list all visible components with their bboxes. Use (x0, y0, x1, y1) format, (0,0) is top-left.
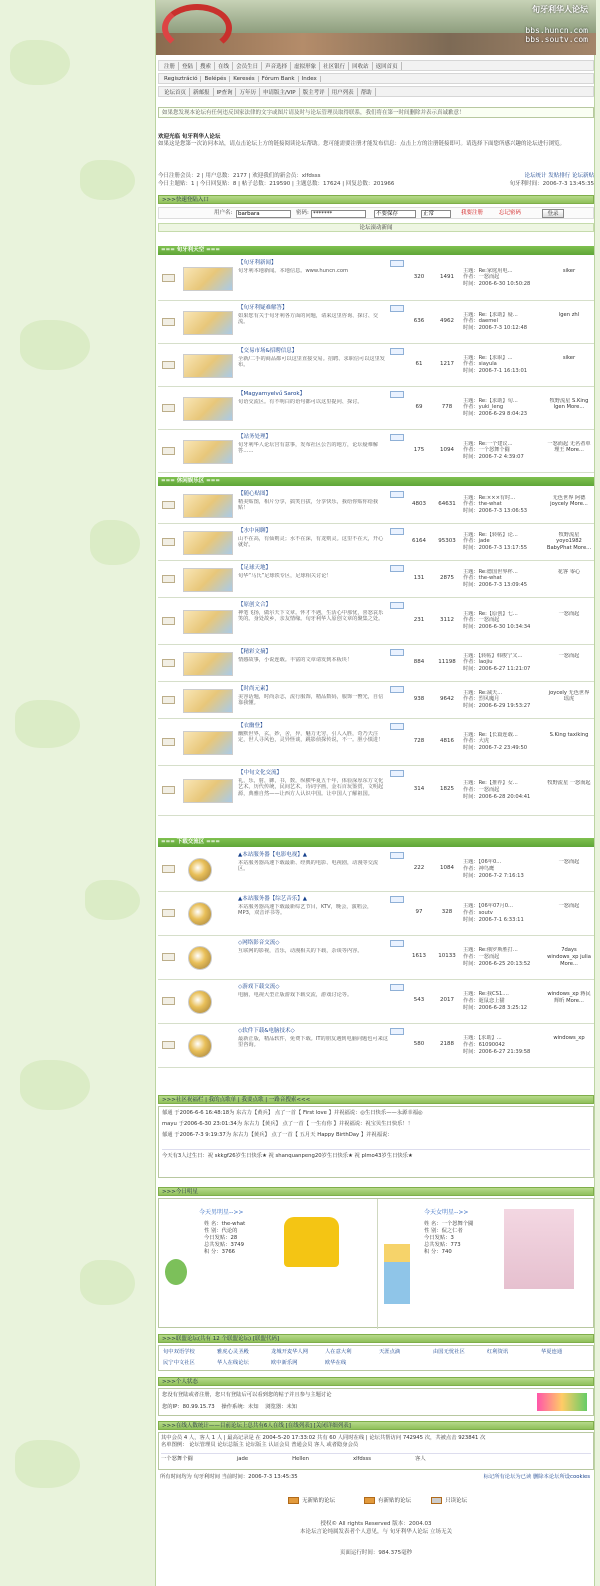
forum-image-icon (188, 902, 212, 926)
topics-count: 4803 (412, 500, 426, 507)
partner-link[interactable]: 民宁中文社区 (163, 1360, 195, 1366)
password-input[interactable]: ******* (311, 210, 366, 218)
posts-count: 1491 (440, 273, 454, 280)
forum-title[interactable]: 【原创文合】 (238, 602, 272, 608)
forum-image-icon (188, 858, 212, 882)
posts-count: 4962 (440, 317, 454, 324)
topics-count: 61 (415, 360, 423, 367)
forum-desc: 电脑，电视大型正版游戏下载交流，游戏讨论等。 (238, 992, 353, 998)
forum-row[interactable] (158, 766, 594, 816)
mark-read-link[interactable]: 标记所有论坛为已读 删除本论坛所设cookies (483, 1474, 590, 1480)
forum-row[interactable] (158, 719, 594, 766)
last-post[interactable]: 主题：【求助】... 作者：61090042 时间：2006-6-27 21:39:58 (463, 1035, 531, 1055)
topics-count: 314 (413, 786, 425, 792)
forum-row[interactable] (158, 524, 594, 561)
moderators[interactable]: 牧野流星 S.King lgen More... (549, 397, 589, 411)
rss-icon[interactable] (390, 852, 404, 859)
female-star-info: 姓 名：一个怒舞个闘 性 别：侃之仁者 今日发贴：3 总共发贴：773 积 分：740 (424, 1221, 474, 1255)
stars-box: 今天男明星-->> 姓 名：the-what 性 别：代论的 今日发贴：28 总共发贴：3749 积 分：3766 今天女明星-->> 姓 名：一个怒舞个闘 性 别：侃之仁者 今日发贴：3 总共发贴：773 积 分：740 (158, 1198, 594, 1328)
online-bar: >>>在线人数统计——目前论坛上总共有6人在线 [在线列表] [关闭详细列表] (158, 1421, 594, 1430)
forum-row[interactable] (158, 487, 594, 524)
folder-icon (162, 696, 175, 704)
rss-icon[interactable] (390, 770, 404, 777)
last-post[interactable]: 主题：Re:德国世界杯... 作者：the-what 时间：2006-7-3 13:09:45 (463, 568, 528, 589)
song-line: 郁通 于2006-7-3 9:19:37为 东古力【黄兵】 点了一首【 五月天 Happy BirthDay 】并祝福说： (162, 1132, 393, 1138)
posts-count: 1217 (440, 360, 454, 367)
partner-link[interactable]: 红利资讯 (487, 1349, 509, 1355)
last-post[interactable]: 主题：Re:俄罗斯胜打... 作者：一怒而起 时间：2006-6-25 20:13:52 (463, 947, 531, 967)
forum-image-icon (188, 946, 212, 970)
keep-login-select[interactable]: 不要保存 (374, 210, 416, 218)
welcome-text: 欢迎光临 旬牙利华人论坛 如果这是您第一次访问本站，请点击论坛上方的链接阅读论坛帮助。您可能需要注册才能发布信息：点击上方的注册链接即可。请选择下面您所感兴趣的论坛进行浏览。 (158, 134, 566, 147)
login-mode-select[interactable]: 正常 (421, 210, 451, 218)
moderators[interactable]: 花客 零心 (557, 568, 581, 575)
logo-icon (162, 4, 232, 52)
quick-login-form: 用户名: barbara 密码: ******* 不要保存 正常 我要注册 忘记密码 登录 (158, 207, 594, 219)
exec-time: 页面运行时间：984.375毫秒 (339, 1550, 413, 1556)
section-header[interactable]: === 旬牙利天空 === (158, 246, 594, 255)
moderators[interactable]: windows_xp (553, 1035, 585, 1041)
song-line: 郁通 于2006-6-6 16:48:18为 东古力【黄兵】 点了一首【 First love 】并祝福说：◎生日快乐——永源幸福◎ (162, 1110, 423, 1116)
posts-count: 9642 (440, 695, 454, 702)
personal-box: 您没有登陆或者注册，您只有登陆后可以看到您的帖子并且参与主题讨论 您的IP：80.99.15.73 操作系统：未知 浏览器：未知 (158, 1388, 594, 1416)
folder-icon (162, 617, 175, 625)
forum-title[interactable]: 【Magyarnyelvű Sarok】 (238, 391, 306, 397)
posts-count: 95303 (438, 537, 456, 544)
menu-new-posts[interactable]: 新邮报 (190, 88, 214, 96)
posts-count: 1825 (440, 786, 454, 792)
rss-icon[interactable] (390, 348, 404, 355)
posts-count: 1084 (440, 865, 454, 871)
forum-image-icon (183, 689, 233, 713)
forum-row[interactable] (158, 936, 594, 980)
copyright: 授权© All rights Reserved 版本：2004.03 (320, 1521, 432, 1527)
partner-link[interactable]: 人在意大利 (325, 1349, 352, 1355)
forum-title[interactable]: 【水中闲聊】 (238, 528, 272, 534)
forum-image-icon (183, 354, 233, 378)
menu-bank[interactable]: 社区银行 (320, 62, 349, 70)
forum-desc: 幽默世界，玄，妙，舍，异，魅力无穷，引人入胜，奇乃天注定，世人寻风色，灵异怪谈，跳影侦探传说，不一。胆小慎进！ (238, 731, 384, 744)
forum-image-icon (188, 1034, 212, 1058)
hungarian-menu (158, 73, 594, 84)
forum-row[interactable] (158, 301, 594, 344)
forum-desc: 山不在高，有仙则灵；水不在深，有龙则灵。这里不在大，开心就好。 (238, 536, 384, 549)
moderators[interactable]: 7days windows_xp julia More... (547, 947, 591, 967)
moderators[interactable]: 牧野流星 一怒而起 (547, 780, 591, 786)
forum-image-icon (183, 267, 233, 291)
topics-count: 938 (413, 695, 425, 702)
posts-count: 2017 (440, 997, 454, 1003)
topics-count: 222 (413, 865, 425, 871)
last-post[interactable]: 主题：Re:【求助】旬... 作者：yuki_leng 时间：2006-6-29 8:04:23 (463, 397, 528, 418)
new-member-badge-icon (537, 1393, 587, 1411)
rss-icon[interactable] (390, 260, 404, 267)
forum-desc: 全新/二手的商品都可以这里直接交易。招聘、求职信可以这里发布。 (238, 356, 385, 369)
forum-image-icon (183, 731, 233, 755)
folder-icon (162, 738, 175, 746)
forum-desc: 精美贴图，相片分享，搞笑自拔，分享快乐，我给你贴你给我贴！ (238, 499, 379, 512)
menu-sound[interactable]: 声音选择 (262, 62, 291, 70)
forum-image-icon (183, 531, 233, 555)
forum-desc: 旬牙利本地新闻。本地信息。www.huncn.com (238, 268, 349, 274)
moderators[interactable]: 一怒而起 (558, 610, 580, 617)
site-title: 旬牙利华人论坛 (532, 5, 588, 14)
last-post[interactable]: 主题：【06年0... 作者：神鸟鹰 时间：2006-7-2 7:16:13 (463, 859, 524, 879)
scroll-news: 论坛滚动新闻 (158, 223, 594, 232)
forum-title[interactable]: ◇网络影音交流◇ (238, 940, 280, 946)
forum-desc: 情感故事，小说连载。丰富的文章请发到本板块！ (238, 657, 353, 663)
greeting-bar: >>>社区祝福栏 | 我的点歌单 | 我要点歌 | 一路音搜索<<< (158, 1095, 594, 1104)
forum-title[interactable]: 【中旬文化交流】 (238, 770, 283, 776)
online-box: 其中会员 4 人，客人 1 人 | 最高记录是 在 2004-5-20 17:33:02 共有 60 人同时在线 | 论坛共帮访问 742945 次，共被点击 923841 次 名单图例： 论坛管理员 论坛总版主 论坛版主 认证会员 普通会员 客人 或者隐身会员 一个怒舞个闘 jade Hellen xlfdsss 客人 (158, 1432, 594, 1470)
topics-count: 580 (413, 1041, 425, 1047)
forum-row[interactable] (158, 344, 594, 387)
forum-title[interactable]: 【站务处理】 (238, 434, 272, 440)
last-post[interactable]: 主题：Re:【原创】七... 作者：一怒而起 时间：2006-6-30 10:34:34 (463, 610, 531, 631)
last-post[interactable]: 主题：Re:【长篇连载... 作者：大虎 时间：2006-7-2 23:49:50 (463, 731, 528, 752)
stars-bar: >>>今日明星 (158, 1187, 594, 1196)
last-post[interactable]: 主题：【06年07月0... 作者：soutv 时间：2006-7-1 6:33:11 (463, 903, 524, 923)
legend-no-new: 无新贴的论坛 (288, 1497, 335, 1505)
menu-ip[interactable]: IP查询 (214, 88, 237, 96)
partner-link[interactable]: 雅虎心灵圣殿 (217, 1349, 249, 1355)
forum-row[interactable] (158, 387, 594, 430)
menu-home[interactable]: 返回首页 (373, 62, 402, 70)
partner-link[interactable]: 欧华在线 (325, 1360, 347, 1366)
forum-image-icon (183, 610, 233, 634)
forum-row[interactable] (158, 256, 594, 301)
male-avatar-icon (284, 1217, 339, 1267)
menu-hu-login[interactable]: Belépés (201, 76, 230, 82)
topics-count: 1613 (412, 953, 426, 959)
posts-count: 10133 (438, 953, 456, 959)
forum-row[interactable] (158, 892, 594, 936)
forum-image-icon (183, 652, 233, 676)
menu-hu-search[interactable]: Keresés (230, 76, 258, 82)
song-line: mayu 于2006-6-30 23:01:34为 东古力【黄兵】 点了一首【 一生有你 】并祝福说：祝宝贝生日快乐！！ (162, 1121, 414, 1127)
forum-title[interactable]: ▲本站服务器【综艺音乐】▲ (238, 896, 307, 902)
forum-title[interactable]: 【旬牙利疑难解答】 (238, 305, 288, 311)
online-user[interactable]: 一个怒舞个闘 (161, 1456, 193, 1462)
folder-icon (162, 501, 175, 509)
posts-count: 328 (441, 909, 453, 915)
site-urls: bbs.huncn.com bbs.soutv.com (525, 26, 588, 44)
current-time: 所有时间均为 旬牙利时间 当前时间：2006-7-3 13:45:35 (160, 1474, 298, 1480)
forum-image-icon (183, 397, 233, 421)
forum-title[interactable]: 【旬牙利新闻】 (238, 260, 277, 266)
posts-count: 3112 (440, 616, 454, 623)
topics-count: 884 (413, 658, 425, 665)
folder-icon (162, 361, 175, 369)
folder-icon (162, 447, 175, 455)
menu-hu-register[interactable]: Regisztráció (161, 76, 201, 82)
last-post[interactable]: 主题：Re:【求助】疑... 作者：daemel 时间：2006-7-3 10:12:48 (463, 311, 528, 332)
forum-title[interactable]: ◇软件下载&电脑技术◇ (238, 1028, 295, 1034)
posts-count: 4816 (440, 737, 454, 744)
topics-count: 231 (413, 616, 425, 623)
forum-desc: 如果您有关于旬牙利各方面的问题，请来这里咨询、探讨、交流。 (238, 313, 379, 326)
forum-desc: 美容话题，时尚杂志，流行服饰，精品数码，服饰一瞥光，自信靠我懂。 (238, 694, 384, 707)
folder-icon (162, 538, 175, 546)
folder-icon (162, 274, 175, 282)
rss-icon[interactable] (390, 723, 404, 730)
forum-image-icon (183, 568, 233, 592)
topics-count: 636 (413, 317, 425, 324)
menu-users[interactable]: 用户列表 (329, 88, 358, 96)
rss-icon[interactable] (390, 896, 404, 903)
posts-count: 778 (441, 403, 453, 410)
login-button[interactable]: 登录 (542, 209, 564, 218)
forum-title[interactable]: 【交易市场&招聘信息】 (238, 348, 298, 354)
username-input[interactable]: barbara (236, 210, 291, 218)
rss-icon[interactable] (390, 391, 404, 398)
topics-count: 97 (415, 909, 423, 915)
forum-image-icon (183, 494, 233, 518)
posts-count: 64631 (438, 500, 456, 507)
topics-count: 320 (413, 273, 425, 280)
last-post[interactable]: 主题：Re:减天... 作者：烈风魔月 时间：2006-6-29 19:53:27 (463, 689, 531, 710)
online-user[interactable]: xlfdsss (352, 1456, 372, 1462)
register-link[interactable]: 我要注册 (461, 210, 484, 216)
partner-link[interactable]: 欧中新乐网 (271, 1360, 298, 1366)
forum-image-icon (183, 311, 233, 335)
menu-apply[interactable]: 申请版主/VIP (260, 88, 300, 96)
forum-desc: 旬华“马氏”足球铁专区，足球相关讨论！ (238, 573, 332, 579)
forum-row[interactable] (158, 645, 594, 682)
moderators[interactable]: 无色世界 阿德 joycely More... (550, 494, 588, 508)
folder-icon (162, 997, 175, 1005)
folder-icon (162, 953, 175, 961)
rss-icon[interactable] (390, 1028, 404, 1035)
moderators[interactable]: 一怒而起 (558, 652, 580, 659)
forum-title[interactable]: 【时尚元素】 (238, 686, 272, 692)
forum-title[interactable]: ▲本站服务器【电影电视】▲ (238, 852, 307, 858)
forum-row[interactable] (158, 682, 594, 719)
menu-birthday[interactable]: 会员生日 (233, 62, 262, 70)
forum-row[interactable] (158, 980, 594, 1024)
online-user[interactable]: jade (236, 1456, 249, 1462)
topics-count: 543 (413, 997, 425, 1003)
rss-icon[interactable] (390, 565, 404, 572)
forum-title[interactable]: 【随心贴图】 (238, 491, 272, 497)
forum-page (155, 0, 595, 1586)
forum-desc: 神笔飞扬，做尔天下文章。怀才不遇，生活心中那忧，喜怒哀乐笑的。身处故乡，亲友情缘。旬牙利华人原创文章的聚集之处。 (238, 610, 384, 623)
forum-desc: 互联网的影视，音乐，动漫相关的下载，杂谈等内容。 (238, 948, 363, 954)
partner-link[interactable]: 由国无忧社区 (433, 1349, 465, 1355)
partner-link[interactable]: 华夏连通 (541, 1349, 563, 1355)
topics-count: 175 (413, 446, 425, 453)
forum-title[interactable]: 【衣幽登】 (238, 723, 266, 729)
folder-icon (162, 659, 175, 667)
moderators[interactable]: 牧野流星 yoyo1982 BabyPhat More... (546, 531, 592, 552)
folder-icon (162, 909, 175, 917)
menu-register[interactable]: 注册 (161, 62, 179, 70)
personal-bar: >>>个人状态 (158, 1377, 594, 1386)
male-star-info: 姓 名：the-what 性 别：代论的 今日发贴：28 总共发贴：3749 积 分：3766 (204, 1221, 246, 1255)
disclaimer: 本论坛言论纯属发表者个人意见，与 旬牙利华人论坛 立场无关 (300, 1529, 452, 1535)
section-header[interactable]: === 下载交流区 === (158, 838, 594, 847)
menu-online[interactable]: 在线 (215, 62, 233, 70)
forum-image-icon (188, 990, 212, 1014)
forum-row[interactable] (158, 430, 594, 473)
folder-icon (162, 1041, 175, 1049)
rss-icon[interactable] (390, 649, 404, 656)
greeting-box (158, 1106, 594, 1178)
girl-avatar-icon (384, 1244, 410, 1304)
forum-desc: 本站服务器高速下载最新综艺节目，KTV，晚会，演唱会，MP3，双音评书等。 (238, 904, 373, 917)
last-post[interactable]: 主题：Re:我CS1.... 作者：逝鼠恋上猫 时间：2006-6-28 3:25:12 (463, 991, 528, 1011)
menu-help[interactable]: 帮助 (358, 88, 376, 96)
forum-row[interactable] (158, 848, 594, 892)
last-post[interactable]: 主题：Re:【求职】... 作者：siayula 时间：2006-7-1 16:13:01 (463, 354, 528, 375)
frog-avatar-icon (165, 1259, 187, 1285)
section-header[interactable]: === 休闲娱乐区 === (158, 477, 594, 486)
forum-image-icon (183, 440, 233, 464)
moderators[interactable]: 一怒而起 无名者单 理王 More... (547, 440, 591, 454)
partner-link[interactable]: 华人在线论坛 (217, 1360, 249, 1366)
posts-count: 1094 (440, 446, 454, 453)
last-post[interactable]: 主题：Re:×××有时... 作者：the-what 时间：2006-7-3 13:06:53 (463, 494, 528, 515)
posts-count: 2875 (440, 574, 454, 581)
posts-count: 2188 (440, 1041, 454, 1047)
forum-row[interactable] (158, 561, 594, 598)
legal-notice: 如果您发现本论坛有任何违反国家法律的文字或图片请及时与论坛管理员取得联系，我们将在第一时间删除并表示真诚歉意！ (158, 107, 594, 118)
last-post[interactable]: 主题：Re:【推荐】女... 作者：一怒而起 时间：2006-6-28 20:04:41 (463, 780, 531, 800)
forum-image-icon (183, 779, 233, 803)
partner-link[interactable]: 旬中双语学校 (163, 1349, 195, 1355)
forum-desc: 最新正版，精品软件，免费下载。IT的朋友遇到电脑问题也可来这里咨询。 (238, 1036, 388, 1049)
folder-icon (162, 786, 175, 794)
online-user[interactable]: Hellen (292, 1456, 309, 1462)
rss-icon[interactable] (390, 528, 404, 535)
moderators[interactable]: siker (562, 354, 576, 361)
topics-count: 6164 (412, 537, 426, 544)
posts-count: 11198 (438, 658, 456, 665)
rss-icon[interactable] (390, 305, 404, 312)
partner-link[interactable]: 龙城开麦华人网 (271, 1349, 309, 1355)
menu-calendar[interactable]: 万年历 (236, 88, 260, 96)
forum-title[interactable]: ◇游戏下载交流◇ (238, 984, 280, 990)
menu-hu-index[interactable]: Index (299, 76, 321, 82)
forum-title[interactable]: 【精彩文摘】 (238, 649, 272, 655)
moderators[interactable]: windows_xp 蒋民辉昕 More... (547, 991, 591, 1004)
rss-icon[interactable] (390, 940, 404, 947)
menu-forum-home[interactable]: 论坛首页 (161, 88, 190, 96)
rss-icon[interactable] (390, 434, 404, 441)
forum-row[interactable] (158, 1024, 594, 1068)
site-banner (156, 0, 596, 55)
topics-count: 131 (413, 574, 425, 581)
folder-icon (162, 865, 175, 873)
moderators[interactable]: 一怒而起 (558, 859, 580, 865)
menu-hu-bank[interactable]: Fórum Bank (259, 76, 299, 82)
forum-desc: 旬牙利华人论坛宫有意事，发布社区公告的地方，论坛疑难解答…… (238, 442, 379, 455)
rss-icon[interactable] (390, 984, 404, 991)
topics-count: 728 (413, 737, 425, 744)
menu-review[interactable]: 版主考评 (300, 88, 329, 96)
links-bar: >>>联盟论坛(共有 12 个联盟论坛) [联盟代码] (158, 1334, 594, 1343)
partner-link[interactable]: 天涯点滴 (379, 1349, 401, 1355)
menu-avatar[interactable]: 虚拟形象 (291, 62, 320, 70)
moderators[interactable]: 一怒而起 (558, 903, 580, 909)
forum-row[interactable] (158, 598, 594, 645)
folder-icon (162, 404, 175, 412)
main-menu (158, 60, 594, 71)
topics-count: 69 (415, 403, 423, 410)
legend-new: 有新贴的论坛 (364, 1497, 411, 1505)
rss-icon[interactable] (390, 686, 404, 693)
last-post[interactable]: 主题：【转帖】韩梭宁又... 作者：laojiu 时间：2006-6-27 11:21:07 (463, 652, 531, 673)
menu-login[interactable]: 登陆 (179, 62, 197, 70)
moderators[interactable]: joycely 无色世界 瑶虎 (548, 689, 590, 703)
menu-recycle[interactable]: 回收站 (349, 62, 373, 70)
forum-stats: 今日注册会员：2 | 用户总数：2177 | 欢迎我们的新会员：xlfdsss 今日主题贴：1 | 今日回复贴：8 | 帖子总数：219590 | 主题总数：17624 | 回复总数：201966 论坛统计 发贴排行 论坛新贴 旬牙利时间：2006-7-3 13:45:35 (158, 173, 594, 187)
forum-desc: 旬语交流区。有不明白的语句都可以这里提问、探讨。 (238, 399, 363, 405)
rss-icon[interactable] (390, 602, 404, 609)
birthday-today: 今天有3人过生日：祝 skkgf26岁生日快乐★ 祝 shanquanpeng20岁生日快乐★ 祝 plmo43岁生日快乐★ (162, 1149, 590, 1160)
forum-title[interactable]: 【足球天地】 (238, 565, 272, 571)
forgot-link[interactable]: 忘记密码 (499, 210, 522, 216)
links-box (158, 1345, 594, 1371)
online-user[interactable]: 客人 (415, 1456, 426, 1462)
tools-menu (158, 86, 594, 97)
legend-readonly: 只读论坛 (431, 1497, 467, 1505)
folder-icon (162, 575, 175, 583)
female-avatar-icon (504, 1209, 574, 1289)
forum-desc: 礼，乐，射，御，书，数，纵横华夏五千年，体验深厚东方文化艺术，历代传统，民间艺术，诗词字画，金石百玩鉴赏，文明起源，典雅自然——让西方人认识中国。让中国人了解祖国。 (238, 778, 384, 797)
last-post[interactable]: 主题：Re:家庭用电... 作者：一怒而起 时间：2006-6-30 10:50:28 (463, 267, 531, 288)
forum-desc: 本站服务器高速下载最新、经典的电影、电视剧，动漫等交流区。 (238, 860, 379, 873)
last-post[interactable]: 主题：Re:一个建议... 作者：一个怒舞个闘 时间：2006-7-2 4:39:07 (463, 440, 524, 461)
folder-icon (162, 318, 175, 326)
moderators[interactable]: S.King taxiking (549, 731, 589, 738)
moderators[interactable]: lgen zhl (558, 311, 580, 318)
quick-login-bar: >>>快速登陆入口 (158, 195, 594, 204)
rss-icon[interactable] (390, 491, 404, 498)
moderators[interactable]: siker (562, 267, 576, 274)
last-post[interactable]: 主题：Re:【转帖】论... 作者：jade 时间：2006-7-3 13:17:55 (463, 531, 528, 552)
menu-search[interactable]: 搜索 (197, 62, 215, 70)
